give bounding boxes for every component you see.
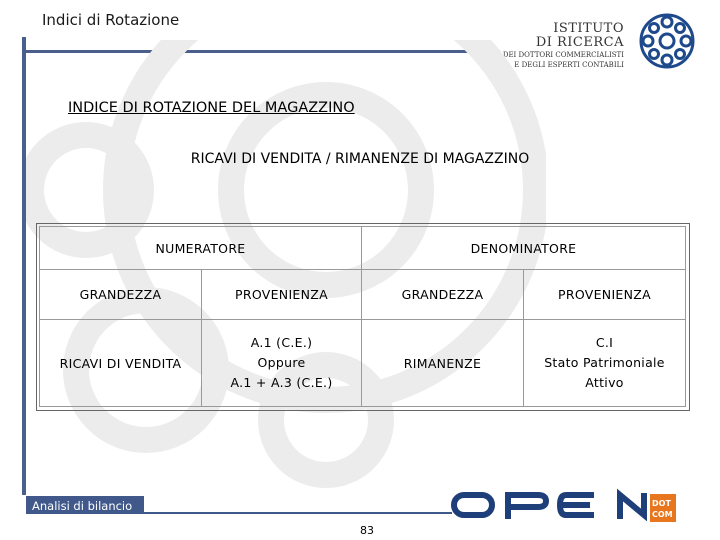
denominator-header: DENOMINATORE	[362, 227, 686, 270]
logo-line: DI RICERCA	[535, 35, 624, 50]
index-table	[36, 223, 690, 411]
open-brand-logo	[446, 488, 686, 524]
footer-rule	[144, 512, 452, 514]
provenienza-line: Oppure	[257, 355, 306, 370]
brand-tag-line: COM	[652, 510, 673, 519]
column-header: GRANDEZZA	[362, 270, 524, 320]
institute-emblem-icon	[636, 10, 698, 72]
page-number: 83	[360, 524, 374, 537]
numerator-grandezza-cell: RICAVI DI VENDITA	[40, 320, 202, 407]
numerator-header: NUMERATORE	[40, 227, 362, 270]
brand-letter: P	[526, 510, 527, 511]
denominator-grandezza-cell: RIMANENZE	[362, 320, 524, 407]
column-header: PROVENIENZA	[524, 270, 686, 320]
provenienza-line: A.1 (C.E.)	[250, 335, 313, 350]
logo-line: ISTITUTO	[553, 21, 624, 36]
logo-line: DEI DOTTORI COMMERCIALISTI	[502, 51, 624, 59]
provenienza-line: A.1 + A.3 (C.E.)	[230, 375, 333, 390]
brand-letter: E	[576, 510, 577, 511]
logo-line: E DEGLI ESPERTI CONTABILI	[514, 61, 624, 69]
provenienza-line: Stato Patrimoniale	[544, 355, 665, 370]
formula-text: RICAVI DI VENDITA / RIMANENZE DI MAGAZZINO	[190, 151, 530, 167]
numerator-provenienza-cell	[202, 320, 362, 407]
brand-letter: N	[632, 510, 633, 511]
provenienza-line: Attivo	[585, 375, 624, 390]
column-header: GRANDEZZA	[40, 270, 202, 320]
brand-tag-line: DOT	[652, 499, 671, 508]
index-heading: INDICE DI ROTAZIONE DEL MAGAZZINO	[68, 100, 355, 116]
page-title: Indici di Rotazione	[42, 11, 180, 29]
section-label: Analisi di bilancio	[32, 499, 133, 513]
provenienza-line: C.I	[595, 335, 614, 350]
index-table-grid	[39, 226, 686, 407]
brand-letter: O	[470, 510, 471, 511]
denominator-provenienza-cell	[524, 320, 686, 407]
column-header: PROVENIENZA	[202, 270, 362, 320]
